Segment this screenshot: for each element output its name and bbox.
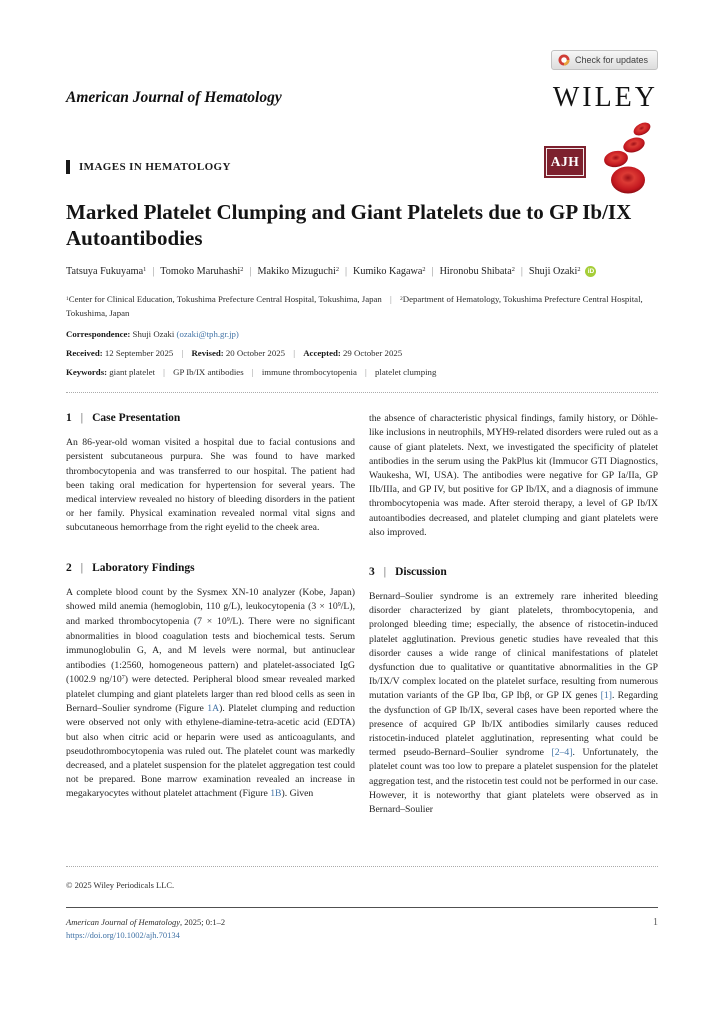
dates-line: Received: 12 September 2025 | Revised: 20 October 2025 | Accepted: 29 October 2025 [66,348,403,359]
case-presentation-paragraph: An 86-year-old woman visited a hospital due to facial contusions and persistent subcutaneous purpura. She was found to have marked thrombocytopenia and was transferred to our hospital. The patient had been taking oral medication for hypertension for several years. The medical interview revealed no history of bleeding disorders in the patient or her family. Physical examination revealed normal vital signs and subcutaneous hemorrhage from the right eyelid to the cheek area. [66,437,355,534]
affiliations: $^1$Center for Clinical Education, Tokushima Prefecture Central Hospital, Tokushima, Japan | $^2$Department of Hematology, Tokushima Prefecture Central Hospital, Tokushima, Japan [66,293,643,319]
inline-link[interactable]: (ozaki@tph.gr.jp) [176,329,239,340]
check-for-updates-label: Check for updates [574,55,648,65]
top-button-row [66,50,658,70]
laboratory-findings-paragraph: A complete blood count by the Sysmex XN-10 analyzer (Kobe, Japan) showed mild anemia (hemoglobin, 110 g/L), leukocytopenia $(3 \times 10^9/L)$, and marked thrombocytopenia $(7 \times 10^9/L)$. There were no significant abnormalities in blood coagulation tests and biochemical tests. Serum immunoglobulin G, A, and M levels were normal, but antinuclear antibodies (1:2560, homogeneous pattern) and platelet-associated IgG (1002.9 $ng/10^7$) were detected. Peripheral blood smear revealed marked platelet clumping and giant platelets larger than red blood cells as seen in Bernard–Soulier syndrome (Figure 1A). Platelet clumping and reduction were observed not only with ethylene-diamine-tetra-acetic acid (EDTA) but also when citric acid or heparin were used as anticoagulants, and pseudothrombocytopenia was ruled out. The platelet count was markedly decreased, and a platelet suspension for the platelet aggregation test could not be prepared. Bone marrow examination revealed an increase in megakaryocytes without platelet attachment (Figure 1B). Given [66,586,355,800]
journal-name: American Journal of Hematology [66,89,282,106]
wiley-logo: WILEY [552,82,658,113]
article-title: Marked Platelet Clumping and Giant Platelets due to GP Ib/IX Autoantibodies [66,200,632,251]
authors-text: Tatsuya Fukuyama$^1$ | Tomoko Maruhashi$^2$ | Makiko Mizuguchi$^2$ | Kumiko Kagawa$^2$ | Hironobu Shibata$^2$ | Shuji Ozaki$^2$ [66,265,581,277]
header-body-divider [66,392,658,393]
check-for-updates-button[interactable] [551,50,658,70]
left-column [66,412,355,817]
doi-link[interactable]: https://doi.org/10.1002/ajh.70134 [66,930,180,941]
page-footer [66,866,658,942]
blood-cells-icon [586,120,666,196]
correspondence-line: Correspondence: Shuji Ozaki (ozaki@tph.gr.jp) [66,329,239,340]
journal-citation: American Journal of Hematology, 2025; 0:1–2 [66,917,226,927]
inline-link[interactable]: [2–4] [551,747,573,759]
category-bar [66,160,70,174]
right-column [369,412,658,817]
crossmark-icon [558,54,570,66]
copyright-line: © 2025 Wiley Periodicals LLC. [66,880,175,890]
category-label: IMAGES IN HEMATOLOGY [79,161,231,173]
footer-row [66,916,658,942]
orcid-icon[interactable]: iD [585,266,596,277]
footer-rule [66,907,658,908]
inline-link[interactable]: [1] [600,690,612,702]
discussion-paragraph: Bernard–Soulier syndrome is an extremely rare inherited bleeding disorder characterized by giant platelets, thrombocytopenia, and prolonged bleeding time; especially, the absence of ristocetin-induced platelet agglutination. Previous genetic studies have revealed that this disorder causes a wide range of clinical manifestations of platelet dysfunction due to qualitative or quantitative abnormalities in the GP Ib/IX/V complex located on the platelet surface, resulting from numerous mutation variants of the GP Ibα, GP Ibβ, or GP IX genes [1]. Regarding the dysfunction of GP Ib/IX, several cases have been reported where the presence of acquired GP Ib/IX antibodies similarly causes reduced ristocetin-induced platelet agglutination, representing what could be termed pseudo-Bernard–Soulier syndrome [2–4]. Unfortunately, the platelet count was too low to prepare a platelet suspension for the platelet aggregation test, and the ristocetin test could not be performed in our case. However, it is noteworthy that giant platelets were observed as in Bernard–Soulier [369,590,658,815]
section-heading-case-presentation: 1 | Case Presentation [66,412,181,425]
ajh-logo [544,120,666,196]
inline-link[interactable]: 1B [270,788,282,800]
keywords-line: Keywords: giant platelet | GP Ib/IX antibodies | immune thrombocytopenia | platelet clumping [66,367,437,378]
page-number: 1 [653,917,658,928]
body-columns [66,412,658,817]
section-heading-discussion: 3 | Discussion [369,565,447,578]
inline-link[interactable]: 1A [207,703,220,715]
journal-citation-block [66,916,225,942]
ajh-badge: AJH [544,146,586,178]
authors-line [66,266,658,277]
footer-divider-dotted [66,866,658,867]
laboratory-findings-continued-paragraph: the absence of characteristic physical findings, family history, or Döhle-like inclusions in neutrophils, MYH9-related disorders were ruled out as a cause of giant platelets. Next, we investigated the specificity of platelet antibodies in the serum using the PakPlus kit (Immucor GTI Diagnostics, Waukesha, WI, USA). The antibodies were negative for GP Ia/IIa, GP IIb/IIIa, and GP IV, but positive for GP Ib/IX, and a diagnosis of immune thrombocytopenia was made. After steroid therapy, a level of GP Ib/IX autoantibodies decreased, and platelet clumping and giant platelets were also improved. [369,413,658,538]
masthead [66,82,658,114]
section-heading-laboratory-findings: 2 | Laboratory Findings [66,561,195,574]
